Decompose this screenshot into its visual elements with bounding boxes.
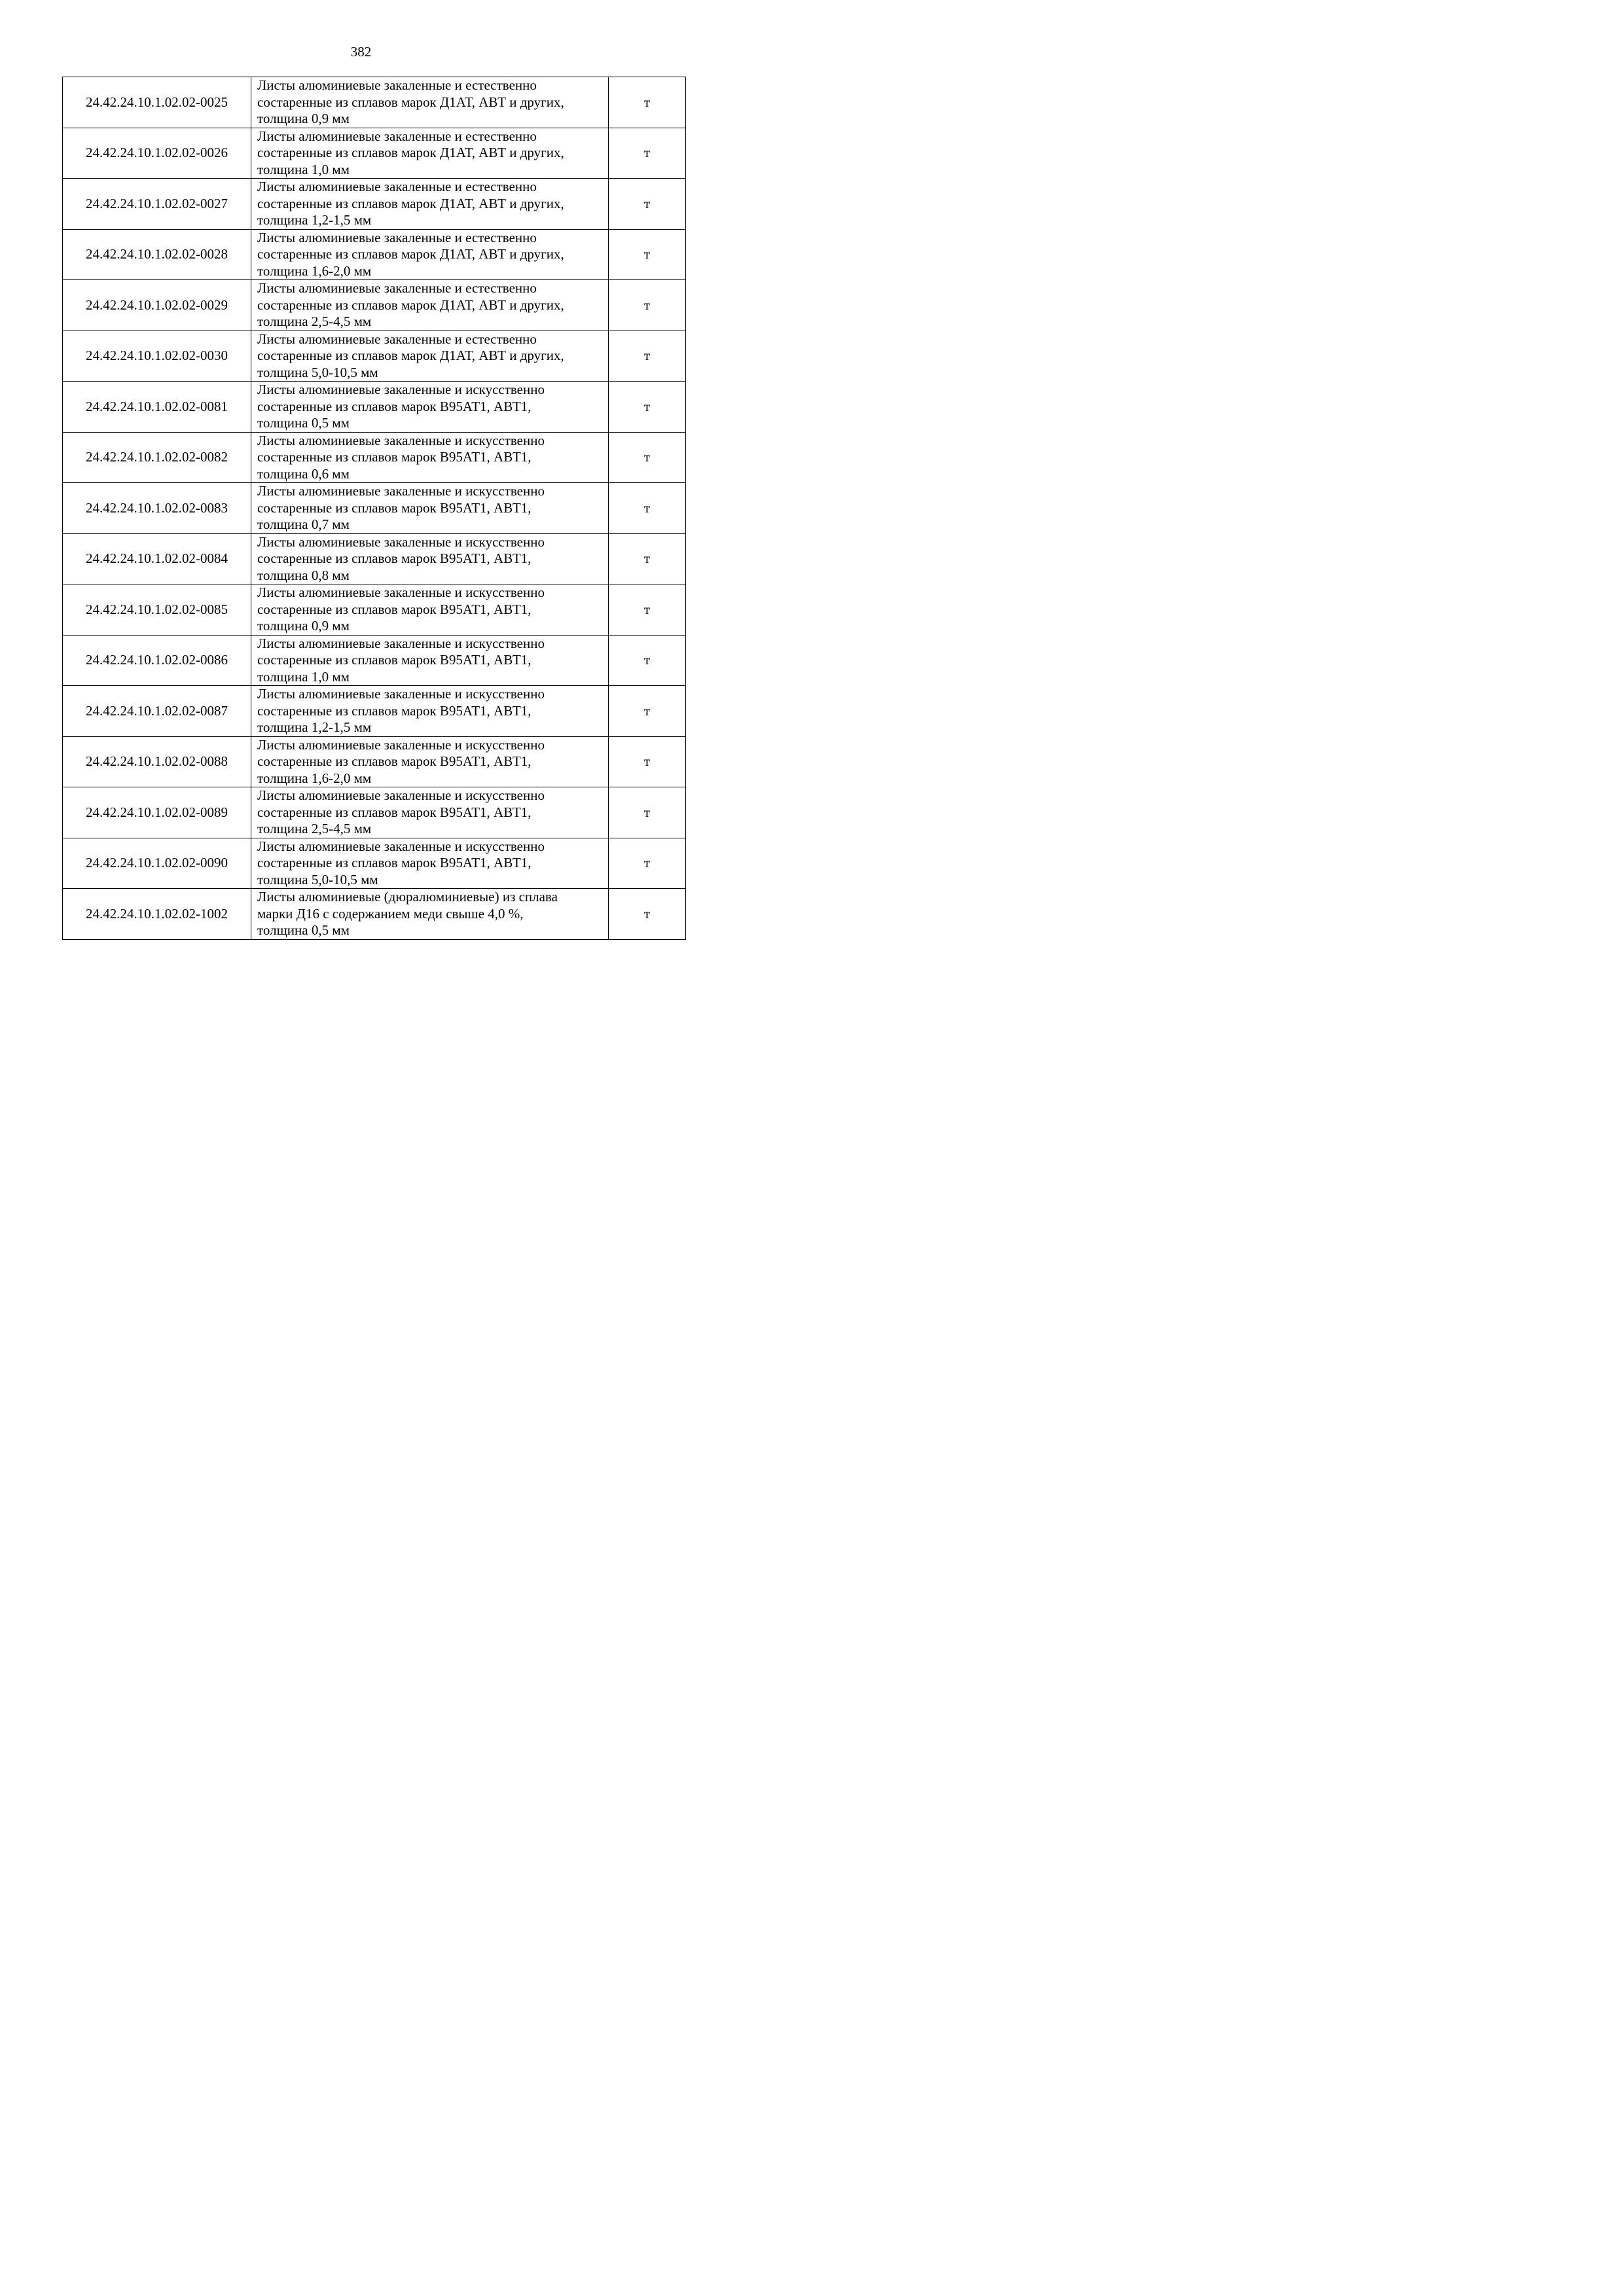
resource-name-cell — [251, 128, 609, 179]
table-row — [63, 736, 686, 787]
unit-cell: т — [609, 584, 686, 636]
unit-cell: т — [609, 889, 686, 940]
table-row — [63, 889, 686, 940]
resource-name-text: Листы алюминиевые закаленные и искусственно состаренные из сплавов марок В95АТ1, АВТ1, толщина 2,5-4,5 мм — [257, 787, 545, 836]
unit-cell: т — [609, 128, 686, 179]
table-row — [63, 483, 686, 534]
resource-name-cell — [251, 584, 609, 636]
unit-cell: т — [609, 331, 686, 382]
resource-name-cell — [251, 432, 609, 483]
page-number: 382 — [350, 44, 372, 60]
resource-code-cell: 24.42.24.10.1.02.02-0087 — [63, 686, 251, 737]
table-row — [63, 787, 686, 838]
resource-code-cell: 24.42.24.10.1.02.02-0089 — [63, 787, 251, 838]
unit-cell: т — [609, 432, 686, 483]
unit-cell: т — [609, 635, 686, 686]
resource-code-cell: 24.42.24.10.1.02.02-0028 — [63, 229, 251, 280]
resource-table — [62, 77, 686, 940]
table-row — [63, 331, 686, 382]
unit-cell: т — [609, 229, 686, 280]
resource-code-cell: 24.42.24.10.1.02.02-0086 — [63, 635, 251, 686]
resource-name-text: Листы алюминиевые закаленные и искусственно состаренные из сплавов марок В95АТ1, АВТ1, толщина 1,6-2,0 мм — [257, 736, 545, 786]
resource-name-text: Листы алюминиевые закаленные и искусственно состаренные из сплавов марок В95АТ1, АВТ1, толщина 1,2-1,5 мм — [257, 686, 545, 735]
resource-name-text: Листы алюминиевые закаленные и искусственно состаренные из сплавов марок В95АТ1, АВТ1, толщина 0,5 мм — [257, 382, 545, 431]
resource-code-cell: 24.42.24.10.1.02.02-0088 — [63, 736, 251, 787]
resource-name-cell — [251, 736, 609, 787]
resource-code-cell: 24.42.24.10.1.02.02-0029 — [63, 280, 251, 331]
resource-code-cell: 24.42.24.10.1.02.02-0083 — [63, 483, 251, 534]
unit-cell: т — [609, 77, 686, 128]
table-row — [63, 432, 686, 483]
resource-name-cell — [251, 889, 609, 940]
resource-name-text: Листы алюминиевые закаленные и искусственно состаренные из сплавов марок В95АТ1, АВТ1, толщина 1,0 мм — [257, 635, 545, 685]
table-row — [63, 382, 686, 433]
resource-name-cell — [251, 483, 609, 534]
resource-name-cell — [251, 280, 609, 331]
resource-name-text: Листы алюминиевые закаленные и естественно состаренные из сплавов марок Д1АТ, АВТ и других, толщина 2,5-4,5 мм — [257, 280, 564, 329]
resource-name-cell — [251, 229, 609, 280]
resource-code-cell: 24.42.24.10.1.02.02-0082 — [63, 432, 251, 483]
resource-name-text: Листы алюминиевые (дюралюминиевые) из сплава марки Д16 с содержанием меди свыше 4,0 %, толщина 0,5 мм — [257, 889, 558, 938]
resource-code-cell: 24.42.24.10.1.02.02-0026 — [63, 128, 251, 179]
resource-name-text: Листы алюминиевые закаленные и искусственно состаренные из сплавов марок В95АТ1, АВТ1, толщина 0,9 мм — [257, 584, 545, 634]
table-row — [63, 128, 686, 179]
table-row — [63, 635, 686, 686]
resource-name-text: Листы алюминиевые закаленные и искусственно состаренные из сплавов марок В95АТ1, АВТ1, толщина 0,7 мм — [257, 483, 545, 532]
resource-name-cell — [251, 533, 609, 584]
resource-name-text: Листы алюминиевые закаленные и естественно состаренные из сплавов марок Д1АТ, АВТ и других, толщина 0,9 мм — [257, 77, 564, 126]
table-row — [63, 838, 686, 889]
resource-name-cell — [251, 838, 609, 889]
table-row — [63, 229, 686, 280]
table-row — [63, 533, 686, 584]
table-row — [63, 686, 686, 737]
unit-cell: т — [609, 179, 686, 230]
unit-cell: т — [609, 533, 686, 584]
resource-name-text: Листы алюминиевые закаленные и искусственно состаренные из сплавов марок В95АТ1, АВТ1, толщина 0,8 мм — [257, 533, 545, 583]
table-body — [63, 77, 686, 940]
unit-cell: т — [609, 483, 686, 534]
resource-name-cell — [251, 179, 609, 230]
unit-cell: т — [609, 787, 686, 838]
unit-cell: т — [609, 686, 686, 737]
resource-code-cell: 24.42.24.10.1.02.02-0084 — [63, 533, 251, 584]
resource-name-cell — [251, 635, 609, 686]
resource-name-cell — [251, 787, 609, 838]
unit-cell: т — [609, 382, 686, 433]
resource-code-cell: 24.42.24.10.1.02.02-0090 — [63, 838, 251, 889]
resource-name-text: Листы алюминиевые закаленные и естественно состаренные из сплавов марок Д1АТ, АВТ и других, толщина 1,6-2,0 мм — [257, 229, 564, 279]
resource-name-text: Листы алюминиевые закаленные и естественно состаренные из сплавов марок Д1АТ, АВТ и других, толщина 1,2-1,5 мм — [257, 179, 564, 228]
resource-name-cell — [251, 686, 609, 737]
resource-code-cell: 24.42.24.10.1.02.02-0085 — [63, 584, 251, 636]
resource-code-cell: 24.42.24.10.1.02.02-0025 — [63, 77, 251, 128]
table-row — [63, 280, 686, 331]
resource-code-cell: 24.42.24.10.1.02.02-0081 — [63, 382, 251, 433]
resource-name-cell — [251, 382, 609, 433]
resource-name-text: Листы алюминиевые закаленные и искусственно состаренные из сплавов марок В95АТ1, АВТ1, толщина 0,6 мм — [257, 432, 545, 482]
resource-name-text: Листы алюминиевые закаленные и искусственно состаренные из сплавов марок В95АТ1, АВТ1, толщина 5,0-10,5 мм — [257, 838, 545, 888]
table-row — [63, 584, 686, 636]
unit-cell: т — [609, 736, 686, 787]
table-row — [63, 77, 686, 128]
resource-code-cell: 24.42.24.10.1.02.02-1002 — [63, 889, 251, 940]
resource-name-text: Листы алюминиевые закаленные и естественно состаренные из сплавов марок Д1АТ, АВТ и других, толщина 5,0-10,5 мм — [257, 331, 564, 380]
resource-name-cell — [251, 331, 609, 382]
table-row — [63, 179, 686, 230]
resource-name-cell — [251, 77, 609, 128]
resource-code-cell: 24.42.24.10.1.02.02-0030 — [63, 331, 251, 382]
unit-cell: т — [609, 838, 686, 889]
resource-code-cell: 24.42.24.10.1.02.02-0027 — [63, 179, 251, 230]
unit-cell: т — [609, 280, 686, 331]
resource-name-text: Листы алюминиевые закаленные и естественно состаренные из сплавов марок Д1АТ, АВТ и других, толщина 1,0 мм — [257, 128, 564, 177]
